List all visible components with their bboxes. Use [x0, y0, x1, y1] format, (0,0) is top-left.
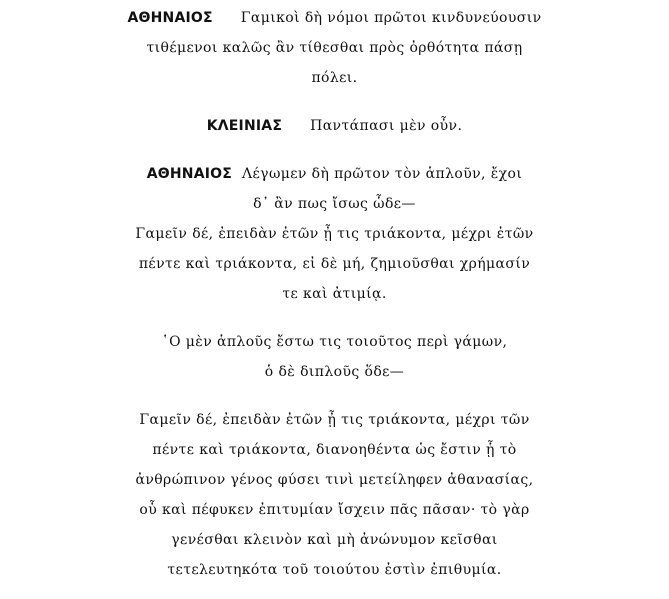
speech2-line1 — [0, 112, 669, 140]
paragraph2-line2: πέντε καὶ τριάκοντα, διανοηθέντα ὡς ἔστιν ᾗ τὸ — [152, 442, 517, 458]
speech1-line1 — [0, 4, 669, 32]
speech1-line3: πόλει. — [311, 70, 358, 86]
speech-text: Λέγωμεν δὴ πρῶτον τὸν ἁπλοῦν, ἔχοι — [242, 166, 523, 182]
speech3-line5: τε καὶ ἀτιμίᾳ. — [282, 286, 387, 302]
speech-text: Γαμικοὶ δὴ νόμοι πρῶτοι κινδυνεύουσιν — [240, 10, 542, 26]
speaker-name: ΚΛΕΙΝΙΑΣ — [206, 118, 283, 134]
paragraph1-line2: ὁ δὲ διπλοῦς ὅδε— — [264, 364, 405, 380]
speaker-name: ΑΘΗΝΑΙΟΣ — [146, 166, 233, 182]
speaker-name: ΑΘΗΝΑΙΟΣ — [127, 10, 213, 26]
paragraph1-line1: ῾Ο μὲν ἁπλοῦς ἔστω τις τοιοῦτος περὶ γάμων, — [161, 334, 508, 350]
speech1-line2: τιθέμενοι καλῶς ἂν τίθεσθαι πρὸς ὀρθότητα πάσῃ — [146, 40, 523, 56]
paragraph2-line4: οὗ καὶ πέφυκεν ἐπιτυμίαν ἴσχειν πᾶς πᾶσαν· τὸ γὰρ — [139, 502, 530, 518]
speech-text: Παντάπασι μὲν οὖν. — [310, 118, 463, 134]
speech3-line3: Γαμεῖν δέ, ἐπειδὰν ἐτῶν ᾖ τις τριάκοντα, μέχρι ἐτῶν — [135, 226, 534, 242]
paragraph2-line6: τετελευτηκότα τοῦ τοιούτου ἐστὶν ἐπιθυμία. — [167, 562, 502, 578]
speech3-line1 — [0, 160, 669, 188]
speech3-line2: δ᾽ ἂν πως ἴσως ὧδε— — [253, 196, 416, 212]
paragraph2-line3: ἀνθρώπινον γένος φύσει τινὶ μετείληφεν ἀθανασίας, — [135, 472, 534, 488]
paragraph2-line1: Γαμεῖν δέ, ἐπειδὰν ἐτῶν ᾖ τις τριάκοντα, μέχρι τῶν — [139, 412, 530, 428]
speech3-line4: πέντε καὶ τριάκοντα, εἰ δὲ μή, ζημιοῦσθαι χρήμασίν — [138, 256, 531, 272]
paragraph2-line5: γενέσθαι κλεινὸν καὶ μὴ ἀνώνυμον κεῖσθαι — [171, 532, 498, 548]
